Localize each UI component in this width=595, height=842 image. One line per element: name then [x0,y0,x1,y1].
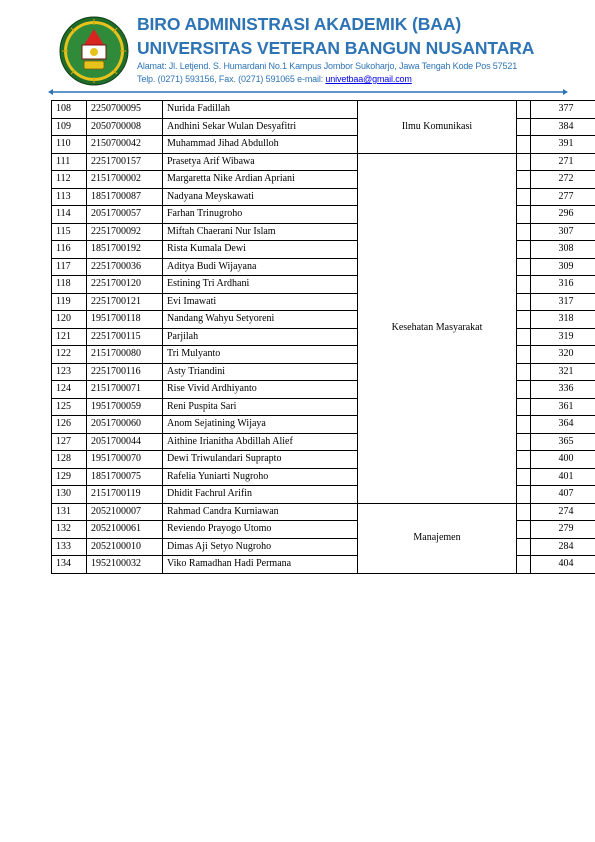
score-value: 318 [531,311,595,329]
table-row [52,153,595,171]
row-number: 129 [52,468,87,486]
address-line: Alamat: Jl. Letjend. S. Humardani No.1 Kampus Jombor Sukoharjo, Jawa Tengah Kode Pos 57521 [137,61,518,71]
row-number: 110 [52,136,87,154]
study-program: Kesehatan Masyarakat [358,153,517,503]
student-id: 1951700118 [87,311,163,329]
student-name: Nurida Fadillah [163,101,358,119]
score-value: 284 [531,538,595,556]
student-id: 2052100007 [87,503,163,521]
student-name: Rise Vivid Ardhiyanto [163,381,358,399]
score-value: 404 [531,556,595,574]
student-id: 2050700008 [87,118,163,136]
score-value: 407 [531,486,595,504]
contact-line [137,74,412,84]
student-name: Aithine Irianitha Abdillah Alief [163,433,358,451]
student-name: Nandang Wahyu Setyoreni [163,311,358,329]
study-program: Manajemen [358,503,517,573]
student-id: 2052100061 [87,521,163,539]
column-gap [517,188,531,206]
score-value: 309 [531,258,595,276]
column-gap [517,486,531,504]
row-number: 132 [52,521,87,539]
row-number: 126 [52,416,87,434]
column-gap [517,556,531,574]
university-crest-icon [58,15,130,87]
score-value: 296 [531,206,595,224]
score-value: 316 [531,276,595,294]
column-gap [517,381,531,399]
score-value: 377 [531,101,595,119]
column-gap [517,398,531,416]
table-row [52,503,595,521]
student-table [51,100,595,574]
student-id: 1951700059 [87,398,163,416]
student-name: Parjilah [163,328,358,346]
row-number: 121 [52,328,87,346]
student-name: Muhammad Jihad Abdulloh [163,136,358,154]
row-number: 113 [52,188,87,206]
student-name: Estining Tri Ardhani [163,276,358,294]
phone-fax-text: Telp. (0271) 593156, Fax. (0271) 591065 e-mail: [137,74,326,84]
column-gap [517,521,531,539]
student-id: 1851700087 [87,188,163,206]
column-gap [517,118,531,136]
score-value: 319 [531,328,595,346]
column-gap [517,101,531,119]
row-number: 127 [52,433,87,451]
row-number: 123 [52,363,87,381]
row-number: 134 [52,556,87,574]
row-number: 120 [52,311,87,329]
column-gap [517,433,531,451]
column-gap [517,503,531,521]
student-name: Asty Triandini [163,363,358,381]
score-value: 361 [531,398,595,416]
column-gap [517,293,531,311]
column-gap [517,416,531,434]
score-value: 364 [531,416,595,434]
university-title: UNIVERSITAS VETERAN BANGUN NUSANTARA [137,38,535,58]
student-name: Aditya Budi Wijayana [163,258,358,276]
column-gap [517,153,531,171]
student-id: 1951700070 [87,451,163,469]
student-id: 2051700044 [87,433,163,451]
student-name: Reviendo Prayogo Utomo [163,521,358,539]
letterhead [0,0,595,96]
student-id: 2150700042 [87,136,163,154]
office-title: BIRO ADMINISTRASI AKADEMIK (BAA) [137,14,462,34]
row-number: 124 [52,381,87,399]
student-id: 2251700120 [87,276,163,294]
row-number: 111 [52,153,87,171]
column-gap [517,346,531,364]
row-number: 133 [52,538,87,556]
column-gap [517,311,531,329]
row-number: 114 [52,206,87,224]
score-value: 279 [531,521,595,539]
student-name: Nadyana Meyskawati [163,188,358,206]
row-number: 112 [52,171,87,189]
column-gap [517,451,531,469]
score-value: 365 [531,433,595,451]
column-gap [517,206,531,224]
student-id: 2151700002 [87,171,163,189]
table-row [52,101,595,119]
student-name: Tri Mulyanto [163,346,358,364]
email-link[interactable]: univetbaa@gmail.com [325,74,412,84]
student-table-body [52,101,595,574]
student-name: Reni Puspita Sari [163,398,358,416]
student-id: 2151700080 [87,346,163,364]
score-value: 320 [531,346,595,364]
student-name: Dewi Triwulandari Suprapto [163,451,358,469]
score-value: 272 [531,171,595,189]
row-number: 115 [52,223,87,241]
column-gap [517,241,531,259]
score-value: 277 [531,188,595,206]
student-id: 2251700115 [87,328,163,346]
student-name: Prasetya Arif Wibawa [163,153,358,171]
student-id: 2251700116 [87,363,163,381]
student-name: Rafelia Yuniarti Nugroho [163,468,358,486]
row-number: 122 [52,346,87,364]
student-name: Anom Sejatining Wijaya [163,416,358,434]
column-gap [517,328,531,346]
student-id: 2051700057 [87,206,163,224]
student-name: Miftah Chaerani Nur Islam [163,223,358,241]
score-value: 308 [531,241,595,259]
header-divider [48,87,568,97]
score-value: 384 [531,118,595,136]
row-number: 128 [52,451,87,469]
student-id: 2251700092 [87,223,163,241]
score-value: 336 [531,381,595,399]
column-gap [517,468,531,486]
column-gap [517,276,531,294]
student-id: 2051700060 [87,416,163,434]
student-name: Margaretta Nike Ardian Apriani [163,171,358,189]
row-number: 116 [52,241,87,259]
student-name: Andhini Sekar Wulan Desyafitri [163,118,358,136]
student-name: Dhidit Fachrul Arifin [163,486,358,504]
row-number: 117 [52,258,87,276]
score-value: 307 [531,223,595,241]
column-gap [517,136,531,154]
score-value: 274 [531,503,595,521]
row-number: 119 [52,293,87,311]
student-id: 2151700119 [87,486,163,504]
student-name: Farhan Trinugroho [163,206,358,224]
student-id: 1952100032 [87,556,163,574]
row-number: 125 [52,398,87,416]
score-value: 391 [531,136,595,154]
student-id: 1851700075 [87,468,163,486]
student-name: Viko Ramadhan Hadi Permana [163,556,358,574]
score-value: 400 [531,451,595,469]
student-name: Dimas Aji Setyo Nugroho [163,538,358,556]
score-value: 317 [531,293,595,311]
row-number: 118 [52,276,87,294]
row-number: 130 [52,486,87,504]
student-id: 2151700071 [87,381,163,399]
student-id: 2251700121 [87,293,163,311]
student-id: 2251700157 [87,153,163,171]
column-gap [517,538,531,556]
column-gap [517,171,531,189]
row-number: 131 [52,503,87,521]
column-gap [517,223,531,241]
column-gap [517,258,531,276]
score-value: 271 [531,153,595,171]
row-number: 109 [52,118,87,136]
score-value: 401 [531,468,595,486]
student-id: 2250700095 [87,101,163,119]
student-id: 2052100010 [87,538,163,556]
study-program: Ilmu Komunikasi [358,101,517,154]
column-gap [517,363,531,381]
student-name: Rahmad Candra Kurniawan [163,503,358,521]
student-id: 2251700036 [87,258,163,276]
row-number: 108 [52,101,87,119]
student-name: Rista Kumala Dewi [163,241,358,259]
score-value: 321 [531,363,595,381]
student-id: 1851700192 [87,241,163,259]
student-name: Evi Imawati [163,293,358,311]
